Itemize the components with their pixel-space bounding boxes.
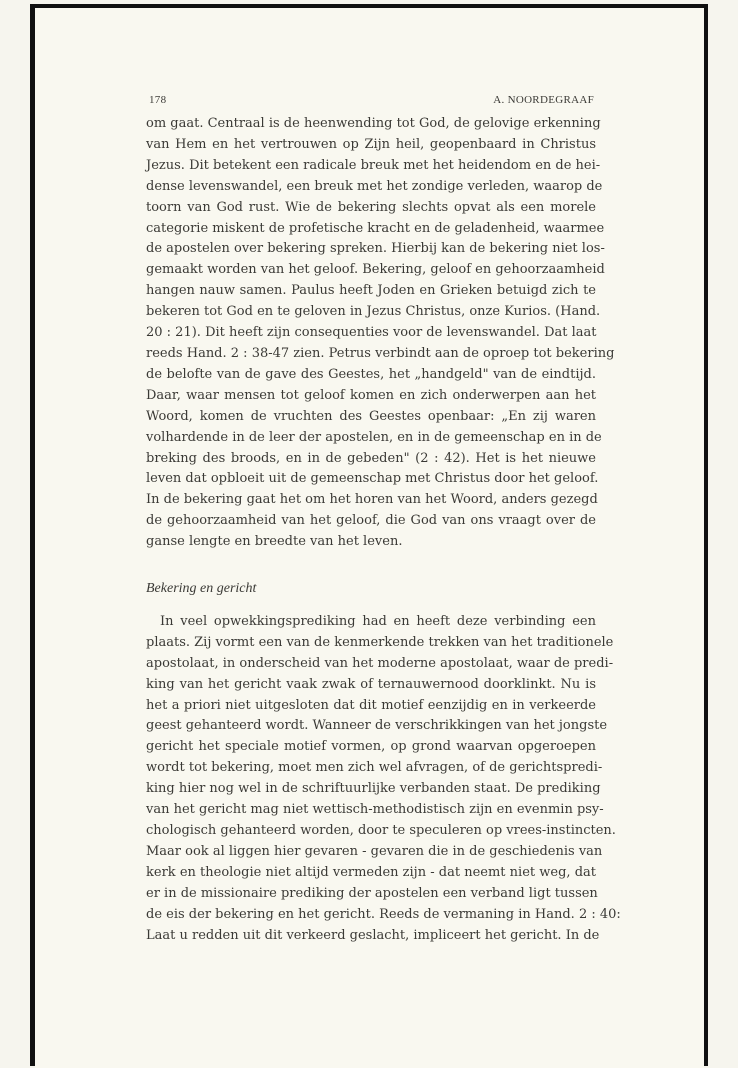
text-line: geest gehanteerd wordt. Wanneer de verschrikkingen van het jongste: [146, 718, 608, 734]
text-line: 20 : 21). Dit heeft zijn consequenties voor de levenswandel. Dat laat: [146, 325, 597, 341]
text-line: Daar, waar mensen tot geloof komen en zich onderwerpen aan het: [146, 387, 596, 403]
section-heading: Bekering en gericht: [146, 581, 257, 597]
text-line: de apostelen over bekering spreken. Hierbij kan de bekering niet los-: [146, 241, 605, 257]
text-line: king van het gericht vaak zwak of ternauwernood doorklinkt. Nu is: [146, 676, 596, 692]
text-line: king hier nog wel in de schriftuurlijke verbanden staat. De prediking: [146, 781, 601, 797]
paragraph-bekering: [146, 114, 615, 553]
text-line: volhardende in de leer der apostelen, en in de gemeenschap en in de: [146, 429, 602, 445]
text-line: gemaakt worden van het geloof. Bekering, geloof en gehoorzaamheid: [146, 262, 605, 278]
text-line: Jezus. Dit betekent een radicale breuk met het heidendom en de hei-: [146, 157, 601, 173]
text-line: het a priori niet uitgesloten dat dit motief eenzijdig en in verkeerde: [146, 697, 596, 713]
text-line: chologisch gehanteerd worden, door te speculeren op vrees-instincten.: [146, 823, 616, 838]
running-header: [149, 94, 594, 110]
text-line: leven dat opbloeit uit de gemeenschap met Christus door het geloof.: [146, 471, 599, 487]
scan-border-right: [704, 4, 708, 1066]
scan-border-top: [30, 4, 708, 8]
text-line: de gehoorzaamheid van het geloof, die God van ons vraagt over de: [146, 513, 596, 529]
paragraph-gericht: [146, 612, 621, 947]
page-number: 178: [149, 94, 167, 106]
text-line: Laat u redden uit dit verkeerd geslacht, impliceert het gericht. In de: [146, 927, 600, 943]
scan-border-left: [30, 4, 35, 1066]
text-line: reeds Hand. 2 : 38-47 zien. Petrus verbindt aan de oproep tot bekering: [146, 345, 615, 361]
text-line: kerk en theologie niet altijd vermeden zijn - dat neemt niet weg, dat: [146, 864, 596, 880]
text-line: Woord, komen de vruchten des Geestes openbaar: „En zij waren: [146, 408, 596, 424]
text-line: Maar ook al liggen hier gevaren - gevaren die in de geschiedenis van: [146, 843, 603, 859]
text-line: gericht het speciale motief vormen, op grond waarvan opgeroepen: [146, 739, 596, 755]
text-line: ganse lengte en breedte van het leven.: [146, 534, 403, 550]
text-line: er in de missionaire prediking der apostelen een verband ligt tussen: [146, 885, 598, 901]
text-line: wordt tot bekering, moet men zich wel afvragen, of de gerichtspredi-: [146, 760, 603, 776]
text-line: plaats. Zij vormt een van de kenmerkende trekken van het traditionele: [146, 634, 614, 650]
text-line: van Hem en het vertrouwen op Zijn heil, geopenbaard in Christus: [146, 136, 596, 152]
text-line: categorie miskent de profetische kracht en de geladenheid, waarmee: [146, 220, 605, 236]
text-line: breking des broods, en in de gebeden" (2 : 42). Het is het nieuwe: [146, 450, 596, 466]
text-line: van het gericht mag niet wettisch-methodistisch zijn en evenmin psy-: [146, 802, 604, 818]
running-author: A. NOORDEGRAAF: [493, 94, 594, 106]
text-line: om gaat. Centraal is de heenwending tot God, de gelovige erkenning: [146, 116, 601, 131]
text-line: de belofte van de gave des Geestes, het „handgeld" van de eindtijd.: [146, 366, 596, 382]
text-line: bekeren tot God en te geloven in Jezus Christus, onze Kurios. (Hand.: [146, 304, 601, 320]
text-line: de eis der bekering en het gericht. Reeds de vermaning in Hand. 2 : 40:: [146, 906, 621, 922]
text-line: In veel opwekkingsprediking had en heeft deze verbinding een: [160, 613, 596, 629]
text-line: apostolaat, in onderscheid van het moderne apostolaat, waar de predi-: [146, 655, 614, 671]
text-line: In de bekering gaat het om het horen van het Woord, anders gezegd: [146, 492, 598, 508]
text-line: hangen nauw samen. Paulus heeft Joden en Grieken betuigd zich te: [146, 283, 596, 299]
body-text: [146, 114, 621, 946]
text-line: toorn van God rust. Wie de bekering slechts opvat als een morele: [146, 199, 596, 215]
text-line: dense levenswandel, een breuk met het zondige verleden, waarop de: [146, 178, 603, 194]
